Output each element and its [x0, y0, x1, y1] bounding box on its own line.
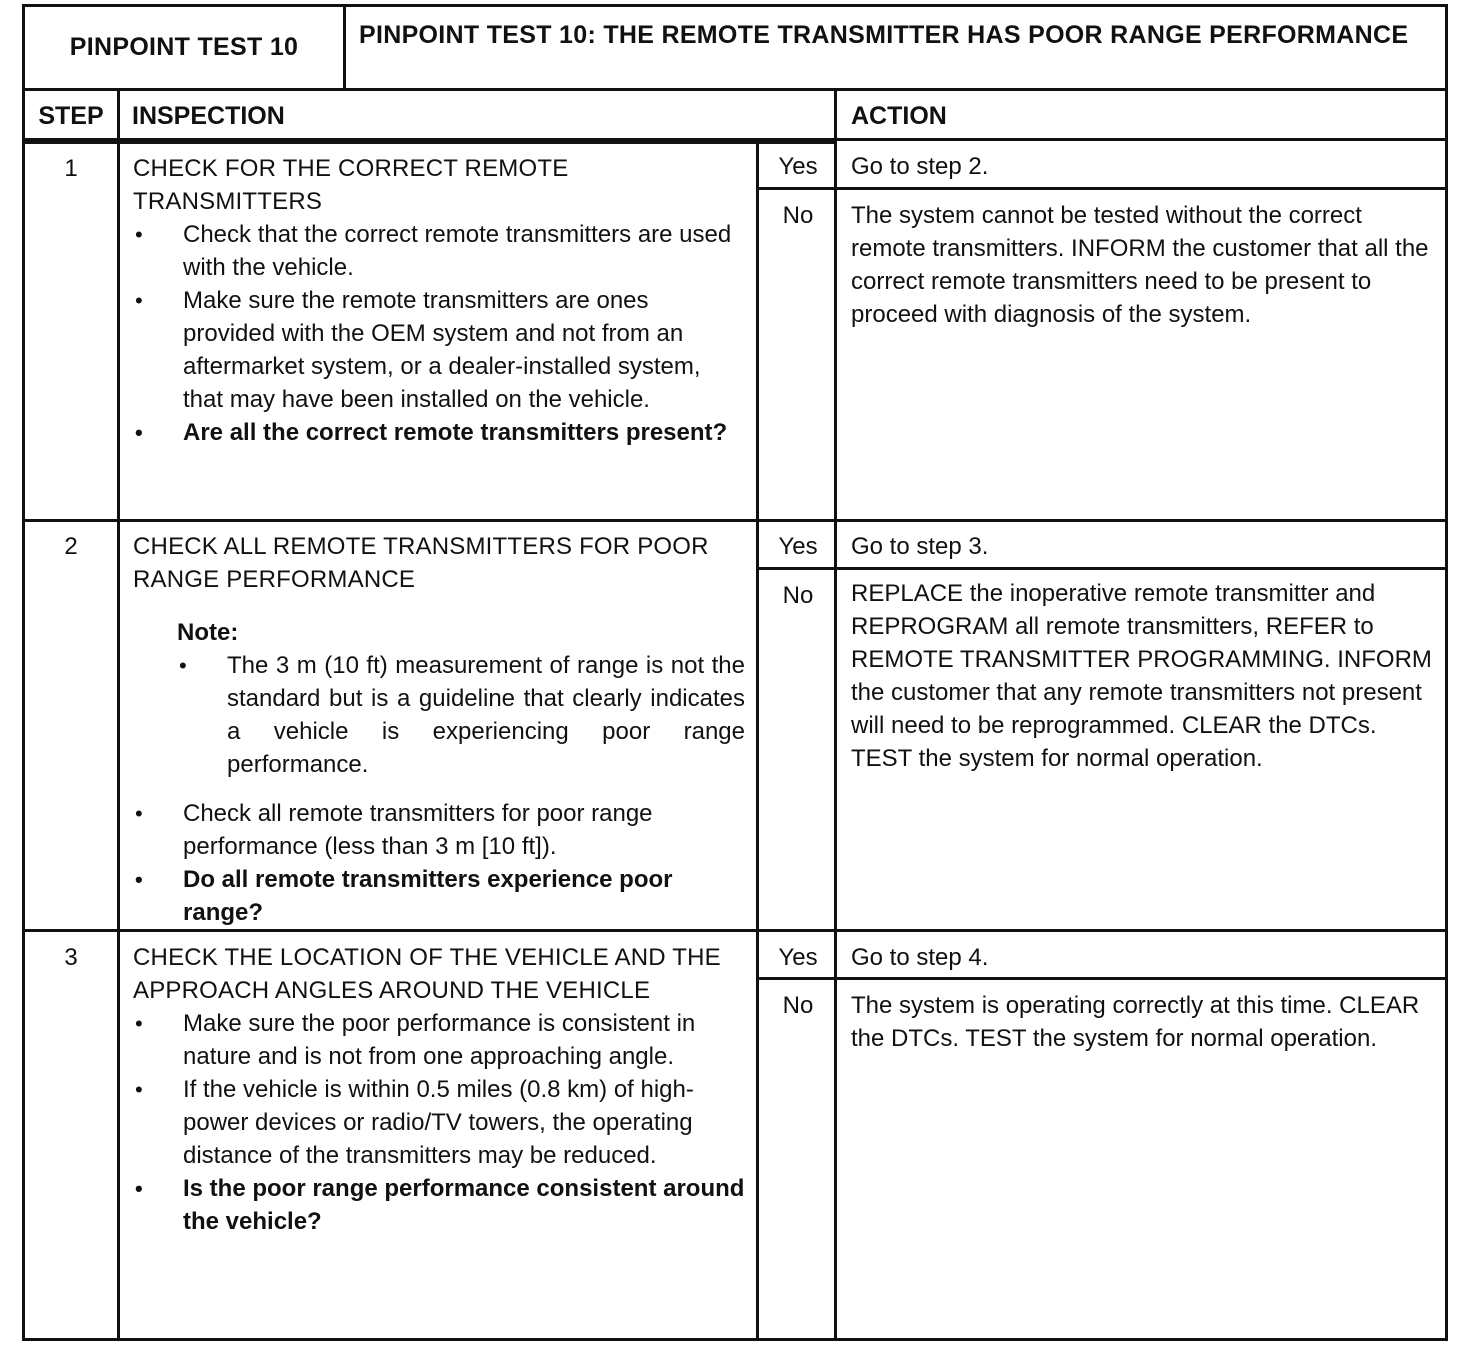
no-action: The system cannot be tested without the correct remote transmitters. INFORM the customer that all the correct remote transmitters need to be present to proceed with diagnosis of the system. — [851, 202, 1429, 328]
pinpoint-test-table — [22, 4, 1448, 1341]
yes-label: Yes — [778, 153, 818, 180]
no-label: No — [782, 582, 814, 609]
no-action: The system is operating correctly at this time. CLEAR the DTCs. TEST the system for normal operation. — [851, 992, 1420, 1052]
divider — [25, 141, 834, 144]
bullet-text: Make sure the remote transmitters are ones provided with the OEM system and not from an aftermarket system, or a dealer-installed system, that may have been installed on the vehicle. — [183, 287, 701, 413]
bullet-text: Check that the correct remote transmitters are used with the vehicle. — [183, 221, 732, 281]
no-action: REPLACE the inoperative remote transmitter and REPROGRAM all remote transmitters, REFER to REMOTE TRANSMITTER PROGRAMMING. INFORM the customer that any remote transmitters not present will need to be reprogrammed. CLEAR the DTCs. TEST the system for normal operation. — [851, 580, 1432, 772]
bullet-list — [133, 1007, 745, 1238]
column-header-inspection: INSPECTION — [120, 91, 834, 141]
note-text: The 3 m (10 ft) measurement of range is not the standard but is a guideline that clearly indicates a vehicle is experiencing poor range performance. — [227, 652, 745, 778]
step-number: 1 — [64, 155, 78, 182]
column-header-action: ACTION — [837, 91, 1445, 141]
list-item — [133, 863, 745, 929]
divider — [834, 91, 837, 1341]
list-item — [133, 416, 745, 449]
bullet-icon: • — [135, 420, 143, 445]
bullet-icon: • — [135, 801, 143, 826]
list-item — [177, 649, 745, 781]
bullet-icon: • — [135, 1176, 143, 1201]
note-list — [177, 649, 745, 781]
step-question: Do all remote transmitters experience poor range? — [183, 866, 673, 926]
divider — [756, 567, 1445, 570]
bullet-text: Make sure the poor performance is consistent in nature and is not from one approaching angle. — [183, 1010, 696, 1070]
step-question: Is the poor range performance consistent around the vehicle? — [183, 1175, 745, 1235]
list-item — [133, 284, 745, 416]
bullet-text: If the vehicle is within 0.5 miles (0.8 km) of high-power devices or radio/TV towers, the operating distance of the transmitters may be reduced. — [183, 1076, 694, 1169]
list-item — [133, 1007, 745, 1073]
bullet-icon: • — [135, 1011, 143, 1036]
list-item — [133, 1172, 745, 1238]
step-2-inspection — [133, 530, 745, 929]
step-1-inspection — [133, 152, 745, 449]
bullet-list — [133, 797, 745, 929]
bullet-icon: • — [135, 222, 143, 247]
step-3-inspection — [133, 941, 745, 1238]
no-label: No — [782, 992, 814, 1019]
step-question: Are all the correct remote transmitters present? — [183, 419, 728, 446]
divider — [117, 91, 120, 1341]
step-heading: CHECK FOR THE CORRECT REMOTE TRANSMITTERS — [133, 155, 569, 215]
column-header-step: STEP — [25, 91, 117, 141]
list-item — [133, 218, 745, 284]
test-title: PINPOINT TEST 10: THE REMOTE TRANSMITTER HAS POOR RANGE PERFORMANCE — [359, 21, 1409, 49]
yes-label: Yes — [778, 533, 818, 560]
bullet-icon: • — [135, 867, 143, 892]
divider — [25, 519, 1445, 522]
divider — [756, 977, 1445, 980]
yes-action: Go to step 4. — [851, 944, 989, 971]
note-label: Note: — [177, 619, 239, 646]
bullet-list — [133, 218, 745, 449]
bullet-text: Check all remote transmitters for poor range performance (less than 3 m [10 ft]). — [183, 800, 653, 860]
no-label: No — [782, 202, 814, 229]
bullet-icon: • — [179, 653, 187, 678]
divider — [756, 187, 1445, 190]
step-heading: CHECK ALL REMOTE TRANSMITTERS FOR POOR RANGE PERFORMANCE — [133, 533, 709, 593]
list-item — [133, 1073, 745, 1172]
step-heading: CHECK THE LOCATION OF THE VEHICLE AND THE APPROACH ANGLES AROUND THE VEHICLE — [133, 944, 721, 1004]
yes-label: Yes — [778, 944, 818, 971]
list-item — [133, 797, 745, 863]
step-number: 3 — [64, 944, 78, 971]
bullet-icon: • — [135, 288, 143, 313]
divider — [25, 929, 1445, 932]
yes-action: Go to step 2. — [851, 153, 989, 180]
test-id: PINPOINT TEST 10 — [25, 7, 346, 88]
divider — [756, 141, 759, 1341]
bullet-icon: • — [135, 1077, 143, 1102]
step-number: 2 — [64, 533, 78, 560]
table-header — [25, 7, 1445, 91]
yes-action: Go to step 3. — [851, 533, 989, 560]
